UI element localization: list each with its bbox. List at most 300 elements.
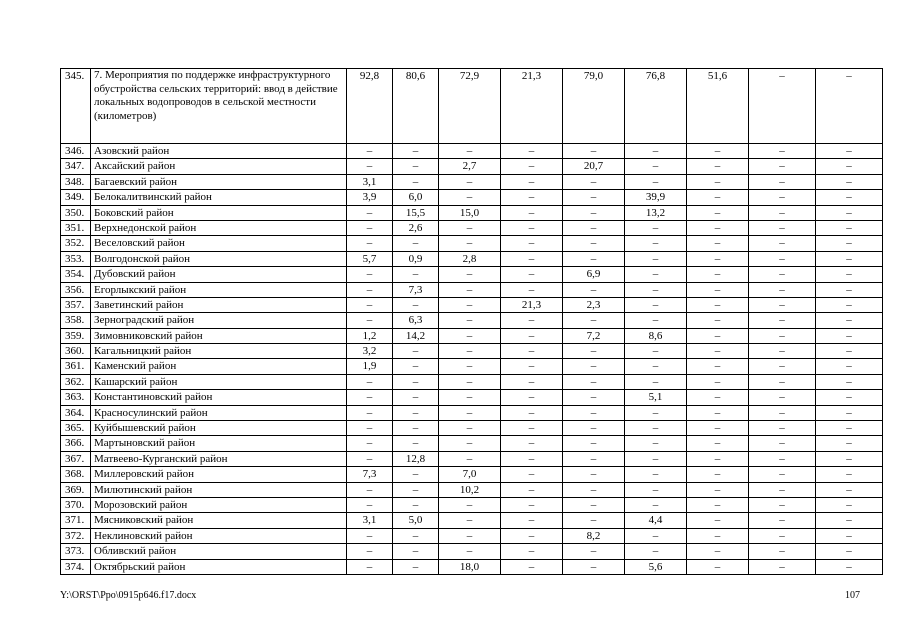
value-cell: 10,2 xyxy=(439,482,501,497)
district-name: Заветинский район xyxy=(91,297,347,312)
value-cell: – xyxy=(439,451,501,466)
table-row xyxy=(61,190,883,205)
value-cell: – xyxy=(749,390,816,405)
value-cell: – xyxy=(347,205,393,220)
value-cell: – xyxy=(749,359,816,374)
value-cell: – xyxy=(749,313,816,328)
value-cell: – xyxy=(393,528,439,543)
row-number: 356. xyxy=(61,282,91,297)
value-cell: – xyxy=(563,405,625,420)
value-cell: – xyxy=(347,421,393,436)
value-cell: 5,6 xyxy=(625,559,687,574)
value-cell: – xyxy=(563,174,625,189)
value-cell: – xyxy=(816,436,883,451)
table-body xyxy=(61,69,883,575)
value-cell: – xyxy=(393,236,439,251)
value-cell: – xyxy=(347,451,393,466)
district-name: Зимовниковский район xyxy=(91,328,347,343)
value-cell: – xyxy=(439,528,501,543)
value-cell: – xyxy=(347,159,393,174)
value-cell: – xyxy=(749,344,816,359)
value-cell: – xyxy=(625,236,687,251)
value-cell: 6,9 xyxy=(563,267,625,282)
value-cell: – xyxy=(501,190,563,205)
value-cell: – xyxy=(563,374,625,389)
table-row xyxy=(61,220,883,235)
value-cell: – xyxy=(501,174,563,189)
value-cell: – xyxy=(625,421,687,436)
value-cell: 7,3 xyxy=(347,467,393,482)
value-cell: – xyxy=(439,144,501,159)
value-cell: – xyxy=(347,497,393,512)
value-cell: – xyxy=(501,236,563,251)
value-cell: – xyxy=(816,190,883,205)
value-cell: 2,7 xyxy=(439,159,501,174)
value-cell: – xyxy=(687,559,749,574)
value-cell: – xyxy=(749,220,816,235)
value-cell: – xyxy=(393,497,439,512)
value-cell: – xyxy=(749,482,816,497)
value-cell: – xyxy=(625,144,687,159)
table-row xyxy=(61,374,883,389)
value-cell: – xyxy=(749,451,816,466)
row-number: 345. xyxy=(61,69,91,144)
value-cell: – xyxy=(501,405,563,420)
value-cell: – xyxy=(687,482,749,497)
value-cell: – xyxy=(563,190,625,205)
value-cell: – xyxy=(347,559,393,574)
row-number: 362. xyxy=(61,374,91,389)
value-cell: – xyxy=(347,544,393,559)
value-cell: – xyxy=(816,267,883,282)
value-cell: 20,7 xyxy=(563,159,625,174)
value-cell: – xyxy=(347,144,393,159)
table-row xyxy=(61,267,883,282)
value-cell: – xyxy=(816,559,883,574)
value-cell: – xyxy=(501,220,563,235)
value-cell: – xyxy=(501,390,563,405)
value-cell: – xyxy=(687,467,749,482)
row-number: 354. xyxy=(61,267,91,282)
row-number: 373. xyxy=(61,544,91,559)
value-cell: – xyxy=(563,482,625,497)
value-cell: – xyxy=(439,405,501,420)
value-cell: – xyxy=(687,190,749,205)
value-cell: – xyxy=(563,313,625,328)
district-name: Мартыновский район xyxy=(91,436,347,451)
value-cell: – xyxy=(347,236,393,251)
value-cell: – xyxy=(501,328,563,343)
value-cell: – xyxy=(501,436,563,451)
value-cell: – xyxy=(347,297,393,312)
value-cell: 6,0 xyxy=(393,190,439,205)
table-row xyxy=(61,405,883,420)
table-row xyxy=(61,205,883,220)
district-name: Кагальницкий район xyxy=(91,344,347,359)
value-cell: – xyxy=(625,220,687,235)
value-cell: – xyxy=(501,544,563,559)
table-row xyxy=(61,328,883,343)
row-number: 365. xyxy=(61,421,91,436)
value-cell: – xyxy=(393,144,439,159)
value-cell: – xyxy=(393,467,439,482)
value-cell: – xyxy=(687,390,749,405)
value-cell: – xyxy=(749,159,816,174)
value-cell: – xyxy=(816,282,883,297)
table-row xyxy=(61,421,883,436)
row-number: 374. xyxy=(61,559,91,574)
value-cell: – xyxy=(687,282,749,297)
table-row xyxy=(61,297,883,312)
district-name: Милютинский район xyxy=(91,482,347,497)
district-name: Аксайский район xyxy=(91,159,347,174)
value-cell: 13,2 xyxy=(625,205,687,220)
value-cell: 21,3 xyxy=(501,297,563,312)
value-cell: 1,9 xyxy=(347,359,393,374)
value-cell: 3,2 xyxy=(347,344,393,359)
value-cell: – xyxy=(687,251,749,266)
value-cell: 4,4 xyxy=(625,513,687,528)
value-cell: – xyxy=(749,544,816,559)
table-row xyxy=(61,451,883,466)
value-cell: – xyxy=(625,267,687,282)
value-cell: – xyxy=(625,544,687,559)
value-cell: 39,9 xyxy=(625,190,687,205)
district-name: Морозовский район xyxy=(91,497,347,512)
value-cell: – xyxy=(816,297,883,312)
value-cell: – xyxy=(439,220,501,235)
value-cell: – xyxy=(563,344,625,359)
value-cell: – xyxy=(439,497,501,512)
value-cell: – xyxy=(749,497,816,512)
district-name: Константиновский район xyxy=(91,390,347,405)
value-cell: – xyxy=(625,451,687,466)
table-row xyxy=(61,144,883,159)
value-cell: – xyxy=(625,282,687,297)
value-cell: 7,0 xyxy=(439,467,501,482)
value-cell: – xyxy=(687,328,749,343)
row-number: 368. xyxy=(61,467,91,482)
value-cell: – xyxy=(393,159,439,174)
value-cell: – xyxy=(501,205,563,220)
value-cell: 5,7 xyxy=(347,251,393,266)
value-cell: – xyxy=(749,421,816,436)
value-cell: – xyxy=(749,436,816,451)
value-cell: – xyxy=(749,467,816,482)
district-name: Каменский район xyxy=(91,359,347,374)
value-cell: – xyxy=(816,144,883,159)
value-cell: 7,2 xyxy=(563,328,625,343)
table-row xyxy=(61,159,883,174)
value-cell: – xyxy=(563,497,625,512)
value-cell: 6,3 xyxy=(393,313,439,328)
value-cell: – xyxy=(501,282,563,297)
value-cell: – xyxy=(625,482,687,497)
value-cell: – xyxy=(687,359,749,374)
value-cell: – xyxy=(687,513,749,528)
value-cell: 76,8 xyxy=(625,69,687,144)
value-cell: 5,1 xyxy=(625,390,687,405)
value-cell: – xyxy=(816,374,883,389)
value-cell: – xyxy=(439,328,501,343)
value-cell: – xyxy=(501,159,563,174)
value-cell: – xyxy=(393,390,439,405)
value-cell: – xyxy=(393,405,439,420)
value-cell: – xyxy=(393,544,439,559)
table-row xyxy=(61,282,883,297)
value-cell: – xyxy=(439,297,501,312)
value-cell: – xyxy=(816,220,883,235)
value-cell: – xyxy=(393,174,439,189)
value-cell: – xyxy=(501,528,563,543)
value-cell: 15,5 xyxy=(393,205,439,220)
value-cell: – xyxy=(816,451,883,466)
value-cell: – xyxy=(687,421,749,436)
district-name: Неклиновский район xyxy=(91,528,347,543)
value-cell: – xyxy=(687,313,749,328)
row-number: 358. xyxy=(61,313,91,328)
row-number: 349. xyxy=(61,190,91,205)
value-cell: – xyxy=(347,282,393,297)
value-cell: 3,9 xyxy=(347,190,393,205)
value-cell: – xyxy=(749,559,816,574)
value-cell: – xyxy=(816,513,883,528)
district-name: Верхнедонской район xyxy=(91,220,347,235)
value-cell: – xyxy=(439,359,501,374)
value-cell: – xyxy=(816,313,883,328)
value-cell: – xyxy=(501,374,563,389)
row-number: 363. xyxy=(61,390,91,405)
district-name: Веселовский район xyxy=(91,236,347,251)
value-cell: 2,8 xyxy=(439,251,501,266)
value-cell: – xyxy=(563,390,625,405)
value-cell: – xyxy=(347,220,393,235)
table-row xyxy=(61,390,883,405)
district-name: Октябрьский район xyxy=(91,559,347,574)
value-cell: 12,8 xyxy=(393,451,439,466)
value-cell: 8,2 xyxy=(563,528,625,543)
table-row xyxy=(61,528,883,543)
row-number: 366. xyxy=(61,436,91,451)
value-cell: 15,0 xyxy=(439,205,501,220)
value-cell: – xyxy=(501,421,563,436)
value-cell: 3,1 xyxy=(347,174,393,189)
district-name: Боковский район xyxy=(91,205,347,220)
value-cell: – xyxy=(393,297,439,312)
value-cell: – xyxy=(501,267,563,282)
value-cell: – xyxy=(347,528,393,543)
value-cell: – xyxy=(439,544,501,559)
value-cell: – xyxy=(439,374,501,389)
value-cell: 2,3 xyxy=(563,297,625,312)
value-cell: 0,9 xyxy=(393,251,439,266)
value-cell: – xyxy=(687,528,749,543)
row-number: 364. xyxy=(61,405,91,420)
value-cell: – xyxy=(563,144,625,159)
value-cell: – xyxy=(439,436,501,451)
value-cell: – xyxy=(393,267,439,282)
value-cell: – xyxy=(625,405,687,420)
value-cell: 2,6 xyxy=(393,220,439,235)
value-cell: 21,3 xyxy=(501,69,563,144)
value-cell: – xyxy=(501,559,563,574)
row-number: 372. xyxy=(61,528,91,543)
value-cell: – xyxy=(625,467,687,482)
row-number: 361. xyxy=(61,359,91,374)
value-cell: – xyxy=(347,267,393,282)
value-cell: – xyxy=(816,159,883,174)
value-cell: – xyxy=(625,159,687,174)
row-number: 348. xyxy=(61,174,91,189)
value-cell: – xyxy=(501,344,563,359)
value-cell: – xyxy=(687,174,749,189)
district-name: Зерноградский район xyxy=(91,313,347,328)
value-cell: – xyxy=(749,69,816,144)
value-cell: – xyxy=(749,190,816,205)
value-cell: 72,9 xyxy=(439,69,501,144)
value-cell: – xyxy=(687,267,749,282)
value-cell: – xyxy=(563,467,625,482)
value-cell: – xyxy=(501,451,563,466)
value-cell: – xyxy=(563,513,625,528)
value-cell: – xyxy=(393,436,439,451)
value-cell: – xyxy=(816,359,883,374)
value-cell: – xyxy=(749,374,816,389)
value-cell: – xyxy=(563,421,625,436)
value-cell: – xyxy=(563,205,625,220)
row-number: 352. xyxy=(61,236,91,251)
value-cell: – xyxy=(687,374,749,389)
value-cell: – xyxy=(687,144,749,159)
value-cell: – xyxy=(687,297,749,312)
value-cell: – xyxy=(625,374,687,389)
row-number: 353. xyxy=(61,251,91,266)
district-name: Обливский район xyxy=(91,544,347,559)
table-row xyxy=(61,174,883,189)
value-cell: – xyxy=(816,251,883,266)
value-cell: – xyxy=(687,220,749,235)
value-cell: – xyxy=(749,297,816,312)
table-row xyxy=(61,236,883,251)
value-cell: – xyxy=(749,528,816,543)
value-cell: – xyxy=(816,544,883,559)
page-number: 107 xyxy=(845,590,860,601)
value-cell: – xyxy=(501,144,563,159)
value-cell: 92,8 xyxy=(347,69,393,144)
table-row xyxy=(61,513,883,528)
value-cell: – xyxy=(816,528,883,543)
value-cell: – xyxy=(439,174,501,189)
value-cell: – xyxy=(687,436,749,451)
value-cell: – xyxy=(439,282,501,297)
value-cell: – xyxy=(749,205,816,220)
value-cell: – xyxy=(816,482,883,497)
value-cell: – xyxy=(816,421,883,436)
table-row xyxy=(61,467,883,482)
table-row xyxy=(61,313,883,328)
value-cell: – xyxy=(625,528,687,543)
table-row xyxy=(61,544,883,559)
value-cell: 18,0 xyxy=(439,559,501,574)
value-cell: – xyxy=(439,313,501,328)
value-cell: – xyxy=(347,405,393,420)
value-cell: – xyxy=(625,297,687,312)
value-cell: – xyxy=(816,328,883,343)
value-cell: 8,6 xyxy=(625,328,687,343)
value-cell: – xyxy=(439,267,501,282)
district-name: Мясниковский район xyxy=(91,513,347,528)
value-cell: 5,0 xyxy=(393,513,439,528)
value-cell: – xyxy=(687,405,749,420)
district-name: Красносулинский район xyxy=(91,405,347,420)
table-row xyxy=(61,482,883,497)
value-cell: – xyxy=(749,236,816,251)
value-cell: – xyxy=(347,374,393,389)
table-row xyxy=(61,344,883,359)
value-cell: – xyxy=(347,482,393,497)
row-number: 357. xyxy=(61,297,91,312)
value-cell: – xyxy=(393,559,439,574)
value-cell: – xyxy=(393,374,439,389)
row-number: 369. xyxy=(61,482,91,497)
value-cell: – xyxy=(563,220,625,235)
value-cell: – xyxy=(393,482,439,497)
value-cell: 14,2 xyxy=(393,328,439,343)
row-number: 367. xyxy=(61,451,91,466)
row-number: 371. xyxy=(61,513,91,528)
value-cell: – xyxy=(749,405,816,420)
value-cell: – xyxy=(816,205,883,220)
district-name: Куйбышевский район xyxy=(91,421,347,436)
value-cell: – xyxy=(816,390,883,405)
value-cell: – xyxy=(687,344,749,359)
value-cell: – xyxy=(393,421,439,436)
value-cell: – xyxy=(563,436,625,451)
district-name: Матвеево-Курганский район xyxy=(91,451,347,466)
value-cell: – xyxy=(563,359,625,374)
value-cell: – xyxy=(563,251,625,266)
value-cell: – xyxy=(816,405,883,420)
value-cell: – xyxy=(816,467,883,482)
value-cell: – xyxy=(749,513,816,528)
value-cell: – xyxy=(749,328,816,343)
value-cell: – xyxy=(501,359,563,374)
value-cell: – xyxy=(501,251,563,266)
value-cell: – xyxy=(687,236,749,251)
value-cell: 1,2 xyxy=(347,328,393,343)
value-cell: – xyxy=(563,451,625,466)
row-number: 351. xyxy=(61,220,91,235)
value-cell: – xyxy=(816,344,883,359)
table-row xyxy=(61,436,883,451)
row-title: 7. Мероприятия по поддержке инфраструктурного обустройства сельских территорий: ввод в действие локальных водопроводов в сельской местности (километров) xyxy=(91,69,347,144)
table-row xyxy=(61,251,883,266)
table-row-header-item xyxy=(61,69,883,144)
row-number: 350. xyxy=(61,205,91,220)
value-cell: – xyxy=(439,513,501,528)
value-cell: – xyxy=(625,344,687,359)
district-name: Белокалитвинский район xyxy=(91,190,347,205)
value-cell: – xyxy=(393,344,439,359)
value-cell: – xyxy=(687,159,749,174)
value-cell: – xyxy=(625,497,687,512)
district-name: Миллеровский район xyxy=(91,467,347,482)
value-cell: 7,3 xyxy=(393,282,439,297)
value-cell: – xyxy=(749,174,816,189)
data-table xyxy=(60,68,883,575)
district-name: Кашарский район xyxy=(91,374,347,389)
value-cell: – xyxy=(439,390,501,405)
